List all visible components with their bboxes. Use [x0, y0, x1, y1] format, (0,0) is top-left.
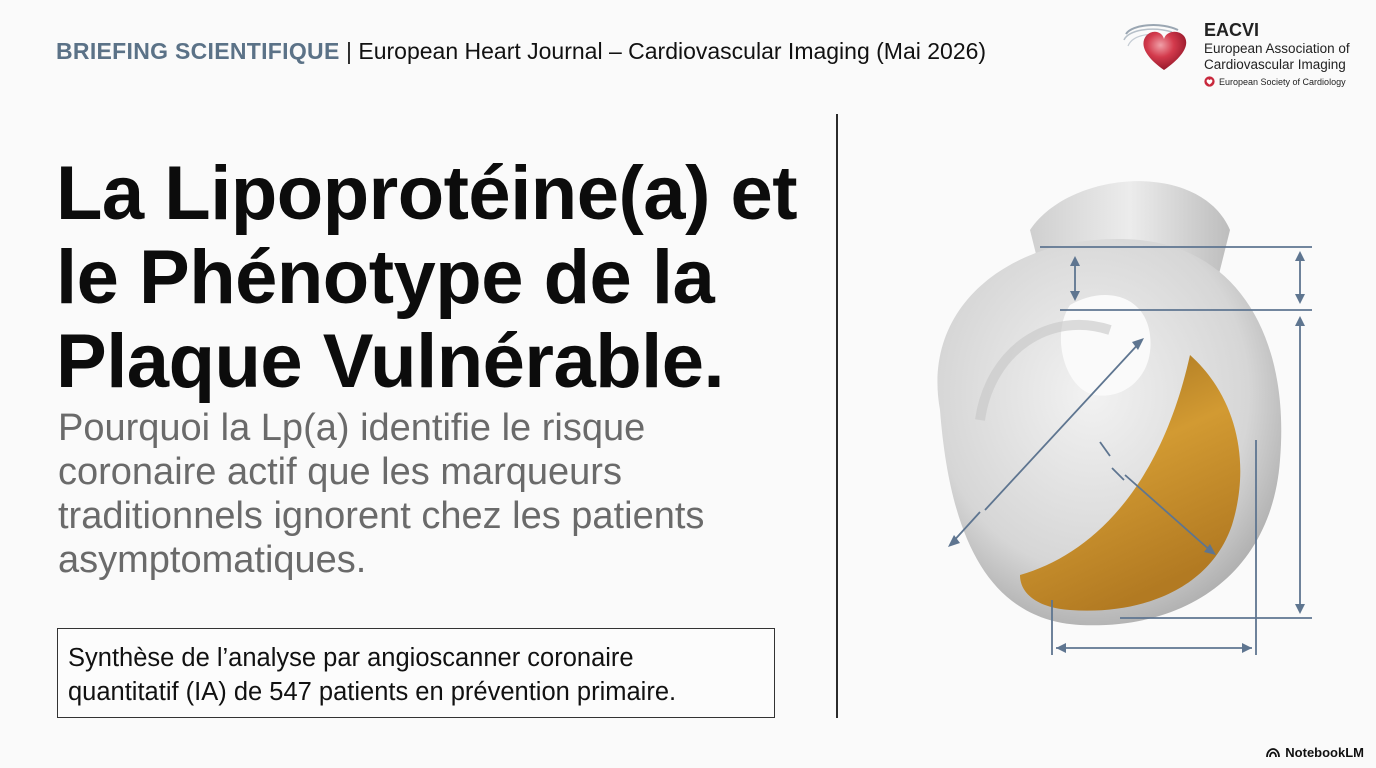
page-subtitle	[58, 406, 818, 582]
notebooklm-label: NotebookLM	[1285, 745, 1364, 760]
title-line-2: le Phénotype de la	[56, 235, 715, 320]
logo-name-line-2: Cardiovascular Imaging	[1204, 57, 1346, 72]
summary-line-1: Synthèse de l’analyse par angioscanner coronaire	[68, 644, 634, 672]
notebooklm-branding	[1266, 745, 1364, 760]
subtitle-line-3: traditionnels ignorent chez les patients	[58, 495, 705, 537]
vertical-divider	[836, 114, 838, 718]
title-line-3: Plaque Vulnérable.	[56, 319, 725, 404]
logo-name-line-1: European Association of	[1204, 41, 1350, 56]
subtitle-line-4: asymptomatiques.	[58, 539, 367, 581]
notebooklm-icon	[1266, 748, 1280, 758]
header-separator: |	[339, 38, 359, 64]
logo-abbreviation: EACVI	[1204, 20, 1260, 40]
journal-reference: European Heart Journal – Cardiovascular Imaging (Mai 2026)	[358, 38, 987, 64]
summary-box	[57, 628, 775, 718]
subtitle-line-2: coronaire actif que les marqueurs	[58, 451, 622, 493]
subtitle-line-1: Pourquoi la Lp(a) identifie le risque	[58, 407, 646, 449]
heart-icon	[1204, 76, 1215, 87]
title-line-1: La Lipoprotéine(a) et	[56, 151, 798, 236]
vessel-plaque-illustration	[880, 160, 1340, 680]
page-title	[56, 152, 816, 404]
society-affiliation	[1204, 76, 1346, 87]
briefing-kicker: BRIEFING SCIENTIFIQUE	[56, 38, 340, 64]
summary-line-2: quantitatif (IA) de 547 patients en prévention primaire.	[68, 678, 677, 706]
heart-orbit-icon	[1122, 22, 1200, 72]
society-name: European Society of Cardiology	[1219, 76, 1346, 87]
eacvi-logo	[1122, 20, 1362, 92]
briefing-header	[56, 34, 986, 68]
